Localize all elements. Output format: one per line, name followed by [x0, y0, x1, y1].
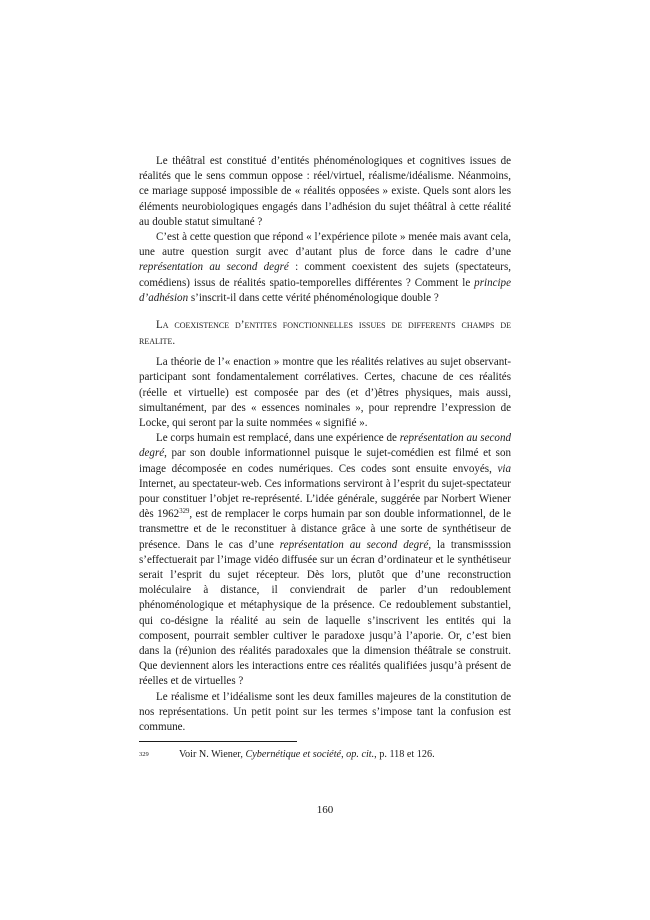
emphasis: op. cit. — [346, 749, 375, 760]
emphasis: représentation au second degré — [139, 432, 511, 460]
footnote-number: 329 — [139, 751, 149, 758]
paragraph-intro: Le théâtral est constitué d’entités phénoménologiques et cognitives issues de réalités que le sens commun oppose : réel/virtuel, réalisme/idéalisme. Néanmoins, ce mariage supposé impossible de « réalités opposées » existe. Quels sont alors les éléments neurobiologiques engagés dans l’adhésion du sujet théâtral à cette réalité au double statut simultané ? — [139, 155, 511, 228]
footnote-divider — [139, 741, 297, 742]
emphasis: représentation au second degré — [279, 538, 429, 551]
text-run: , — [341, 749, 347, 760]
text-run: , est de remplacer le corps humain par son double informationnel, de le transmettre et de le reconstituer à distance grâce à une sorte de synthétiseur de présence. Dans le cas d’une — [139, 508, 511, 551]
text-run: Voir N. Wiener, — [179, 749, 246, 760]
footnote-reference[interactable]: 329 — [179, 508, 190, 516]
text-run: : comment coexistent des sujets (spectateurs, comédiens) issus de réalités spatio-temporelles différentes ? Comment le — [139, 261, 511, 289]
paragraph-corps-humain — [139, 431, 511, 689]
paragraph-enaction: La théorie de l’« enaction » montre que les réalités relatives au sujet observant-participant sont fondamentalement corrélatives. Certes, chacune de ces réalités (réelle et virtuelle) est composée par des (et d’)êtres physiques, mais aussi, simultanément, par des « essences nominales », pour reprendre l’expression de Locke, qui seront par la suite nommées « signifié ». — [139, 356, 511, 430]
emphasis: via — [497, 462, 511, 475]
text-run: s’inscrit-il dans cette vérité phénoménologique double ? — [188, 291, 439, 304]
paragraph-question — [139, 230, 511, 306]
text-run: Le corps humain est remplacé, dans une expérience de — [156, 432, 400, 445]
footnote — [139, 748, 511, 761]
text-run: C’est à cette question que répond « l’expérience pilote » menée mais avant cela, une autre question surgit avec d’autant plus de force dans le cadre d’une — [139, 231, 511, 259]
page-number: 160 — [316, 804, 334, 816]
paragraph-realisme: Le réalisme et l’idéalisme sont les deux familles majeures de la constitution de nos représentations. Un petit point sur les termes s’impose tant la confusion est commune. — [139, 690, 511, 734]
emphasis: principe d’adhésion — [139, 276, 511, 304]
emphasis: représentation au second degré — [139, 261, 289, 274]
section-heading: La coexistence d’entites fonctionnelles issues de differents champs de realite. — [139, 319, 511, 347]
text-run: Internet, au spectateur-web. Ces informations serviront à l’esprit du sujet-spectateur pour constituer l’objet re-représenté. L’idée générale, suggérée par Norbert Wiener dès 1962 — [139, 477, 511, 521]
text-run: , p. 118 et 126. — [374, 749, 435, 760]
emphasis: Cybernétique et société — [245, 749, 342, 760]
text-run: , la transmisssion s’effectuerait par l’image vidéo diffusée sur un écran d’ordinateur et le synthétiseur serait l’esprit du sujet récepteur. Dès lors, plutôt que d’une reconstruction moléculaire à distance, il conviendrait de parler d’un redoublement phénoménologique et métaphysique de la présence. Ce redoublement substantiel, qui co-désigne la réalité au sein de laquelle s’inscrivent les entités qui la composent, pourrait sembler cultiver le paradoxe jusqu’à l’aporie. Or, c’est bien dans la (ré)union des réalités paradoxales que la dimension théâtrale se construit. Que deviennent alors les interactions entre ces réalités qualifiées jusqu’à présent de réelles et de virtuelles ? — [139, 538, 512, 688]
text-run: , par son double informationnel puisque le sujet-comédien est filmé et son image décomposée en codes numériques. Ces codes sont ensuite envoyés, — [139, 447, 511, 475]
body-text — [139, 154, 511, 735]
